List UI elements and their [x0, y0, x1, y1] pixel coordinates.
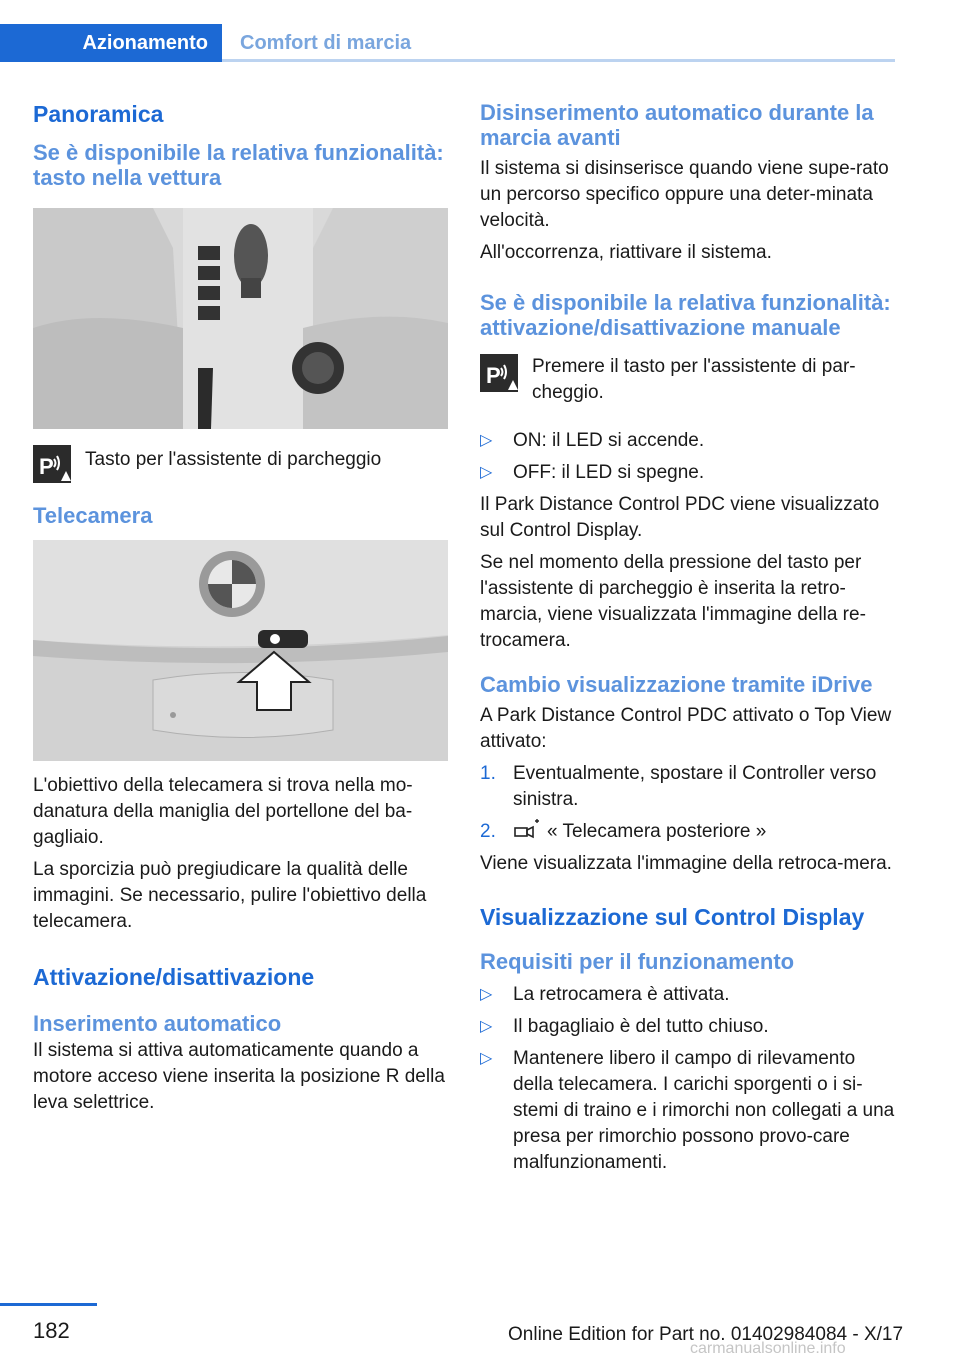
watermark: carmanualsonline.info	[690, 1340, 846, 1357]
list-item	[480, 819, 898, 845]
tab-azionamento[interactable]: Azionamento	[0, 24, 222, 62]
list-item-text: Mantenere libero il campo di rilevamento della telecamera. I carichi sporgenti o i si‐stemi di traino e i rimorchi non collegati a una presa per rimorchio possono provo‐care malfunzionamenti.	[513, 1048, 895, 1173]
paragraph-inserimento: Il sistema si attiva automaticamente quando a motore acceso viene inserita la posizione R della leva selettrice.	[33, 1040, 445, 1113]
paragraph-riattivare: All'occorrenza, riattivare il sistema.	[480, 242, 772, 263]
header-tabbar	[0, 24, 895, 62]
manual-icon-text: Premere il tasto per l'assistente di par‐cheggio.	[532, 356, 856, 403]
heading-attivazione: Attivazione/disattivazione	[33, 964, 315, 990]
list-item-text: Il bagagliaio è del tutto chiuso.	[513, 1016, 769, 1037]
step-text: « Telecamera posteriore »	[547, 821, 767, 842]
requisiti-list	[480, 982, 898, 1176]
triangle-bullet-icon: ▷	[480, 432, 493, 449]
tailgate-camera-photo	[33, 540, 448, 761]
triangle-bullet-icon: ▷	[480, 1050, 493, 1067]
steps-list	[480, 761, 898, 845]
step-number: 2.	[480, 821, 496, 842]
triangle-bullet-icon: ▷	[480, 1018, 493, 1035]
heading-visualizzazione: Visualizzazione sul Control Display	[480, 904, 865, 930]
tab-comfort-di-marcia[interactable]: Comfort di marcia	[240, 31, 412, 54]
list-item	[480, 1046, 898, 1176]
rear-camera-icon	[513, 819, 541, 841]
tab-underline	[222, 59, 895, 62]
icon-caption-row	[33, 445, 448, 483]
paragraph-disinserimento: Il sistema si disinserisce quando viene supe‐rato un percorso specifico oppure una deter‐minata velocità.	[480, 158, 889, 231]
svg-text:P: P	[39, 454, 54, 479]
list-item	[480, 1014, 898, 1040]
right-column	[480, 100, 898, 1182]
list-item	[480, 428, 898, 454]
triangle-bullet-icon: ▷	[480, 986, 493, 1003]
onoff-list	[480, 428, 898, 486]
heading-telecamera: Telecamera	[33, 503, 153, 528]
footer-line	[0, 1303, 97, 1306]
list-item	[480, 460, 898, 486]
list-item-text: La retrocamera è attivata.	[513, 984, 730, 1005]
heading-tasto-vettura: Se è disponibile la relativa funzionalità: tasto nella vettura	[33, 140, 444, 190]
list-item	[480, 982, 898, 1008]
heading-inserimento: Inserimento automatico	[33, 1011, 282, 1036]
list-item	[480, 761, 898, 813]
manual-icon-row	[480, 354, 898, 412]
triangle-bullet-icon: ▷	[480, 464, 493, 481]
heading-cambio: Cambio visualizzazione tramite iDrive	[480, 672, 873, 697]
left-column	[33, 100, 448, 1122]
paragraph-retromarcia: Se nel momento della pressione del tasto per l'assistente di parcheggio è inserita la retro‐marcia, viene visualizzata l'immagine della re‐trocamera.	[480, 552, 866, 651]
page-number: 182	[33, 1318, 70, 1343]
heading-manuale: Se è disponibile la relativa funzionalità: attivazione/disattivazione manuale	[480, 290, 891, 340]
paragraph-obiettivo: L'obiettivo della telecamera si trova nella mo‐danatura della maniglia del portellone del ba‐gagliaio.	[33, 775, 413, 848]
edition-text: Online Edition for Part no. 01402984084 - X/17	[508, 1324, 904, 1345]
list-item-text: OFF: il LED si spegne.	[513, 462, 705, 483]
heading-panoramica: Panoramica	[33, 101, 164, 127]
step-text: Eventualmente, spostare il Controller verso sinistra.	[513, 763, 877, 810]
car-interior-photo	[33, 208, 448, 429]
park-assist-icon	[480, 354, 518, 392]
paragraph-cambio: A Park Distance Control PDC attivato o Top View attivato:	[480, 705, 892, 752]
icon-caption: Tasto per l'assistente di parcheggio	[85, 449, 382, 470]
park-assist-icon	[33, 445, 71, 483]
paragraph-pdc: Il Park Distance Control PDC viene visualizzato sul Control Display.	[480, 494, 880, 541]
heading-requisiti: Requisiti per il funzionamento	[480, 949, 795, 974]
heading-disinserimento: Disinserimento automatico durante la marcia avanti	[480, 100, 874, 150]
paragraph-sporcizia: La sporcizia può pregiudicare la qualità delle immagini. Se necessario, pulire l'obiettivo della telecamera.	[33, 859, 427, 932]
list-item-text: ON: il LED si accende.	[513, 430, 705, 451]
step-number: 1.	[480, 763, 496, 784]
svg-text:P: P	[486, 363, 501, 388]
paragraph-immagine: Viene visualizzata l'immagine della retroca‐mera.	[480, 853, 892, 874]
